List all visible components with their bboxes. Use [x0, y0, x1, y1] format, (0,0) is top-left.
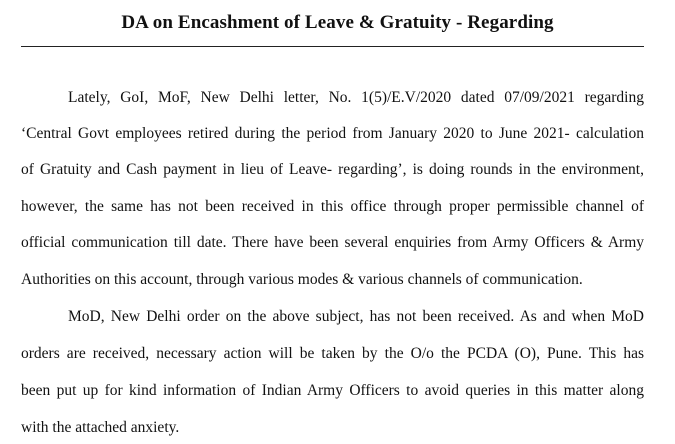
paragraph-line: Authorities on this account, through various modes & various channels of communication. — [21, 271, 583, 288]
paragraph-line: however, the same has not been received in this office through proper permissible channel of — [21, 198, 644, 215]
paragraph-line: Lately, GoI, MoF, New Delhi letter, No. 1(5)/E.V/2020 dated 07/09/2021 regarding — [68, 89, 644, 106]
paragraph-line: ‘Central Govt employees retired during the period from January 2020 to June 2021- calculation — [21, 125, 644, 142]
paragraph-line: of Gratuity and Cash payment in lieu of Leave- regarding’, is doing rounds in the environment, — [21, 161, 644, 178]
paragraph-line: with the attached anxiety. — [21, 419, 180, 436]
paragraph-line: MoD, New Delhi order on the above subject, has not been received. As and when MoD — [68, 308, 644, 325]
paragraph-line: orders are received, necessary action will be taken by the O/o the PCDA (O), Pune. This has — [21, 345, 644, 362]
document-title: DA on Encashment of Leave & Gratuity - Regarding — [121, 12, 554, 33]
title-underline-divider — [21, 46, 644, 47]
paragraph-line: official communication till date. There have been several enquiries from Army Officers & Army — [21, 234, 644, 251]
paragraph-line: been put up for kind information of Indian Army Officers to avoid queries in this matter along — [21, 382, 644, 399]
